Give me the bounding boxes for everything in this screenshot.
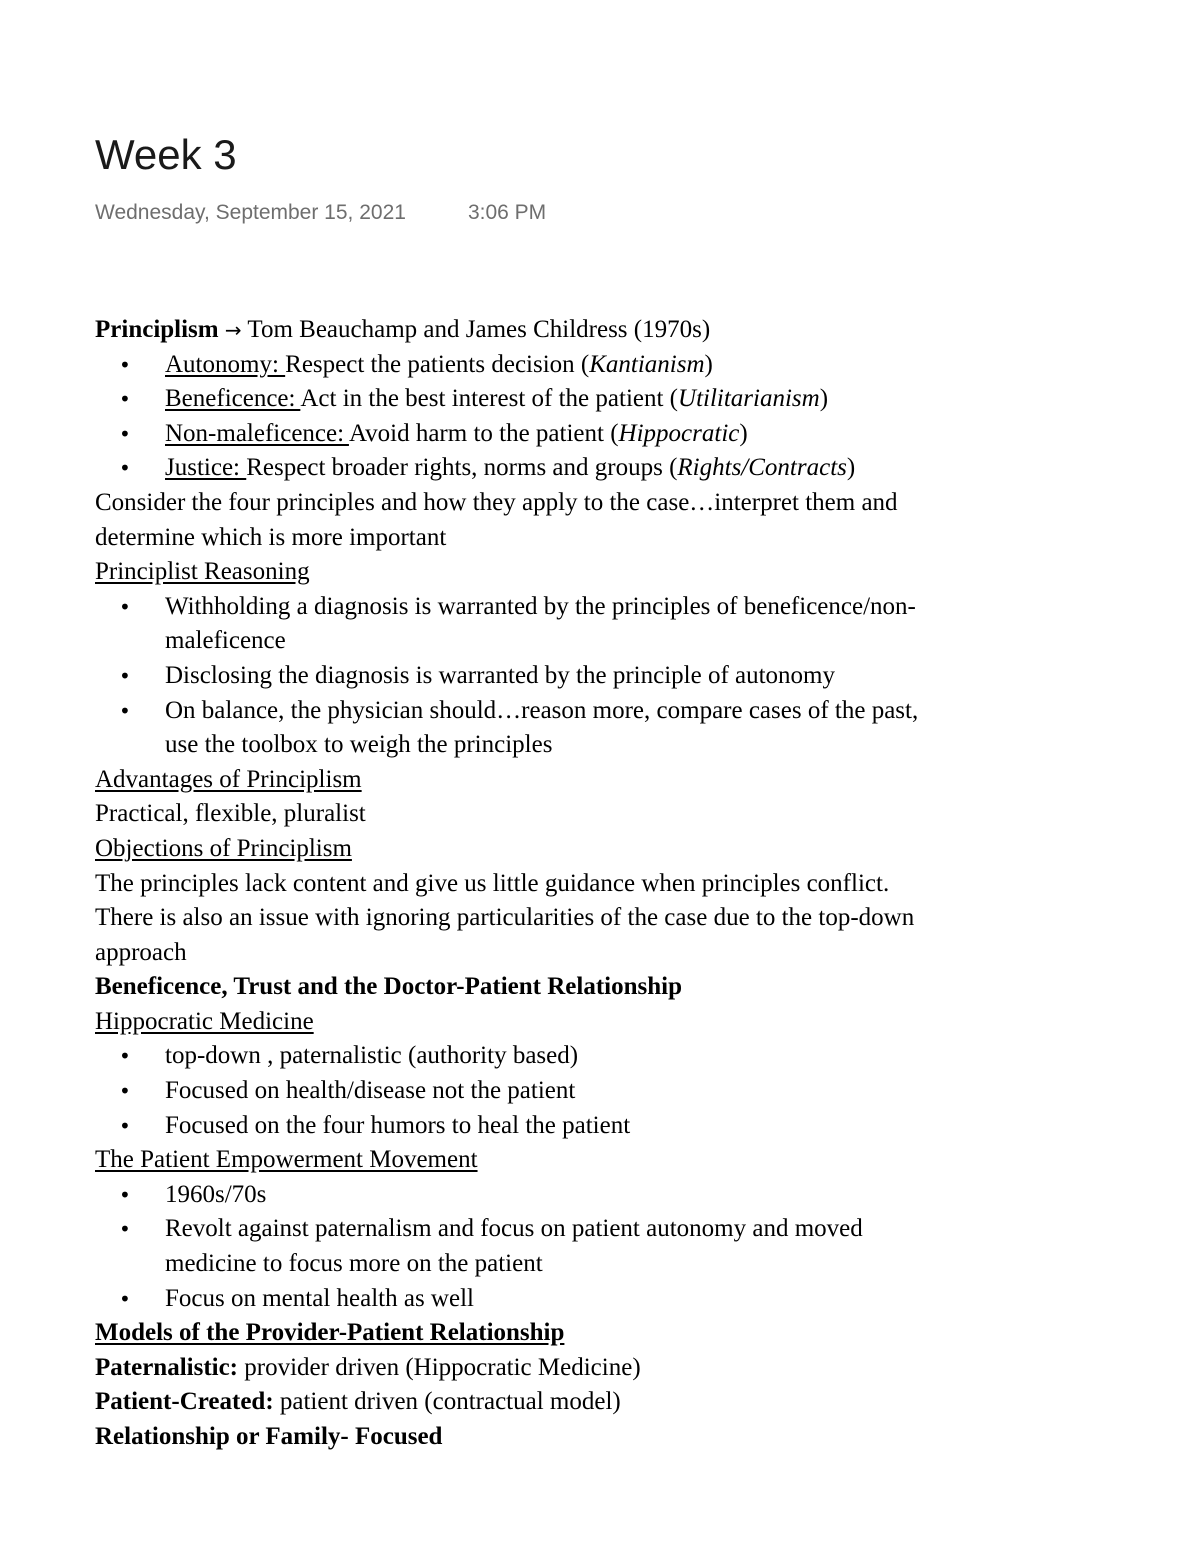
model-label: Paternalistic: <box>95 1353 239 1381</box>
principlism-heading: Principlism <box>95 316 219 343</box>
list-item: • Focused on health/disease not the patient <box>95 1074 1135 1109</box>
list-item <box>95 1282 1135 1317</box>
principle-text: Respect the patients decision ( <box>285 350 590 378</box>
model-patient-created <box>95 1385 1135 1420</box>
principle-term: Autonomy: <box>165 350 286 378</box>
principle-term: Justice: <box>165 454 247 482</box>
list-item <box>95 694 1135 763</box>
beneficence-heading: Beneficence, Trust and the Doctor-Patient Relationship <box>95 973 682 1001</box>
empowerment-list <box>95 1178 1135 1316</box>
consider-line-2: determine which is more important <box>95 523 447 551</box>
list-item <box>95 1212 1135 1281</box>
page-date: Wednesday, September 15, 2021 <box>95 201 406 224</box>
hippocratic-list <box>95 1039 1135 1143</box>
principle-close: ) <box>704 350 713 378</box>
reasoning-line: use the toolbox to weigh the principles <box>165 731 553 759</box>
list-item <box>95 451 1135 486</box>
reasoning-heading: Principlist Reasoning <box>95 558 310 586</box>
model-text: provider driven (Hippocratic Medicine) <box>238 1353 641 1381</box>
principle-term: Beneficence: <box>165 385 301 413</box>
list-item <box>95 659 1135 694</box>
reasoning-line: Withholding a diagnosis is warranted by the principles of beneficence/non- <box>165 592 916 620</box>
advantages-heading: Advantages of Principlism <box>95 765 362 793</box>
page-time: 3:06 PM <box>467 201 547 224</box>
empowerment-line: 1960s/70s <box>165 1180 267 1208</box>
empowerment-line: Revolt against paternalism and focus on patient autonomy and moved <box>165 1215 863 1243</box>
models-heading: Models of the Provider-Patient Relationship <box>95 1319 565 1347</box>
principle-text: Respect broader rights, norms and groups ( <box>246 454 678 482</box>
list-item <box>95 1178 1135 1213</box>
principle-close: ) <box>739 419 748 447</box>
empowerment-line: Focus on mental health as well <box>165 1284 474 1312</box>
list-item: • Focused on the four humors to heal the patient <box>95 1109 1135 1144</box>
objections-line-2: There is also an issue with ignoring particularities of the case due to the top-down <box>95 904 915 932</box>
page-timestamp <box>95 201 546 225</box>
model-text: patient driven (contractual model) <box>273 1388 621 1416</box>
consider-line-1: Consider the four principles and how they apply to the case…interpret them and <box>95 488 898 516</box>
note-body <box>95 313 1135 1455</box>
empowerment-line: medicine to focus more on the patient <box>165 1250 543 1278</box>
model-paternalistic <box>95 1351 1135 1386</box>
objections-line-1: The principles lack content and give us little guidance when principles conflict. <box>95 869 890 897</box>
principle-close: ) <box>846 454 856 482</box>
list-item <box>95 348 1135 383</box>
principlism-heading-line <box>95 313 1135 348</box>
model-relationship: Relationship or Family- Focused <box>95 1423 443 1450</box>
list-item <box>95 590 1135 659</box>
arrow-glyph: → <box>224 318 242 342</box>
list-item <box>95 382 1135 417</box>
advantages-text: Practical, flexible, pluralist <box>95 800 366 828</box>
reasoning-line: On balance, the physician should…reason more, compare cases of the past, <box>165 696 919 724</box>
principle-theory: Utilitarianism <box>678 385 820 413</box>
reasoning-line: Disclosing the diagnosis is warranted by the principle of autonomy <box>165 661 836 689</box>
principle-theory: Kantianism <box>589 350 705 378</box>
empowerment-heading: The Patient Empowerment Movement <box>95 1146 478 1174</box>
principle-term: Non-maleficence: <box>165 419 349 447</box>
principle-text: Avoid harm to the patient ( <box>348 419 619 447</box>
model-label: Patient-Created: <box>95 1388 274 1416</box>
list-item: • top-down , paternalistic (authority based) <box>95 1039 1135 1074</box>
principle-close: ) <box>819 385 829 413</box>
objections-heading: Objections of Principlism <box>95 834 352 862</box>
reasoning-line: maleficence <box>165 627 286 655</box>
hippocratic-heading: Hippocratic Medicine <box>95 1007 314 1035</box>
reasoning-list <box>95 590 1135 763</box>
list-item <box>95 417 1135 452</box>
principle-theory: Rights/Contracts <box>677 454 847 482</box>
page-title: Week 3 <box>95 131 237 178</box>
principle-theory: Hippocratic <box>618 419 740 447</box>
principle-text: Act in the best interest of the patient ( <box>300 385 679 413</box>
principlism-authors: Tom Beauchamp and James Childress (1970s) <box>241 316 711 343</box>
objections-line-3: approach <box>95 938 187 966</box>
principles-list <box>95 348 1135 486</box>
